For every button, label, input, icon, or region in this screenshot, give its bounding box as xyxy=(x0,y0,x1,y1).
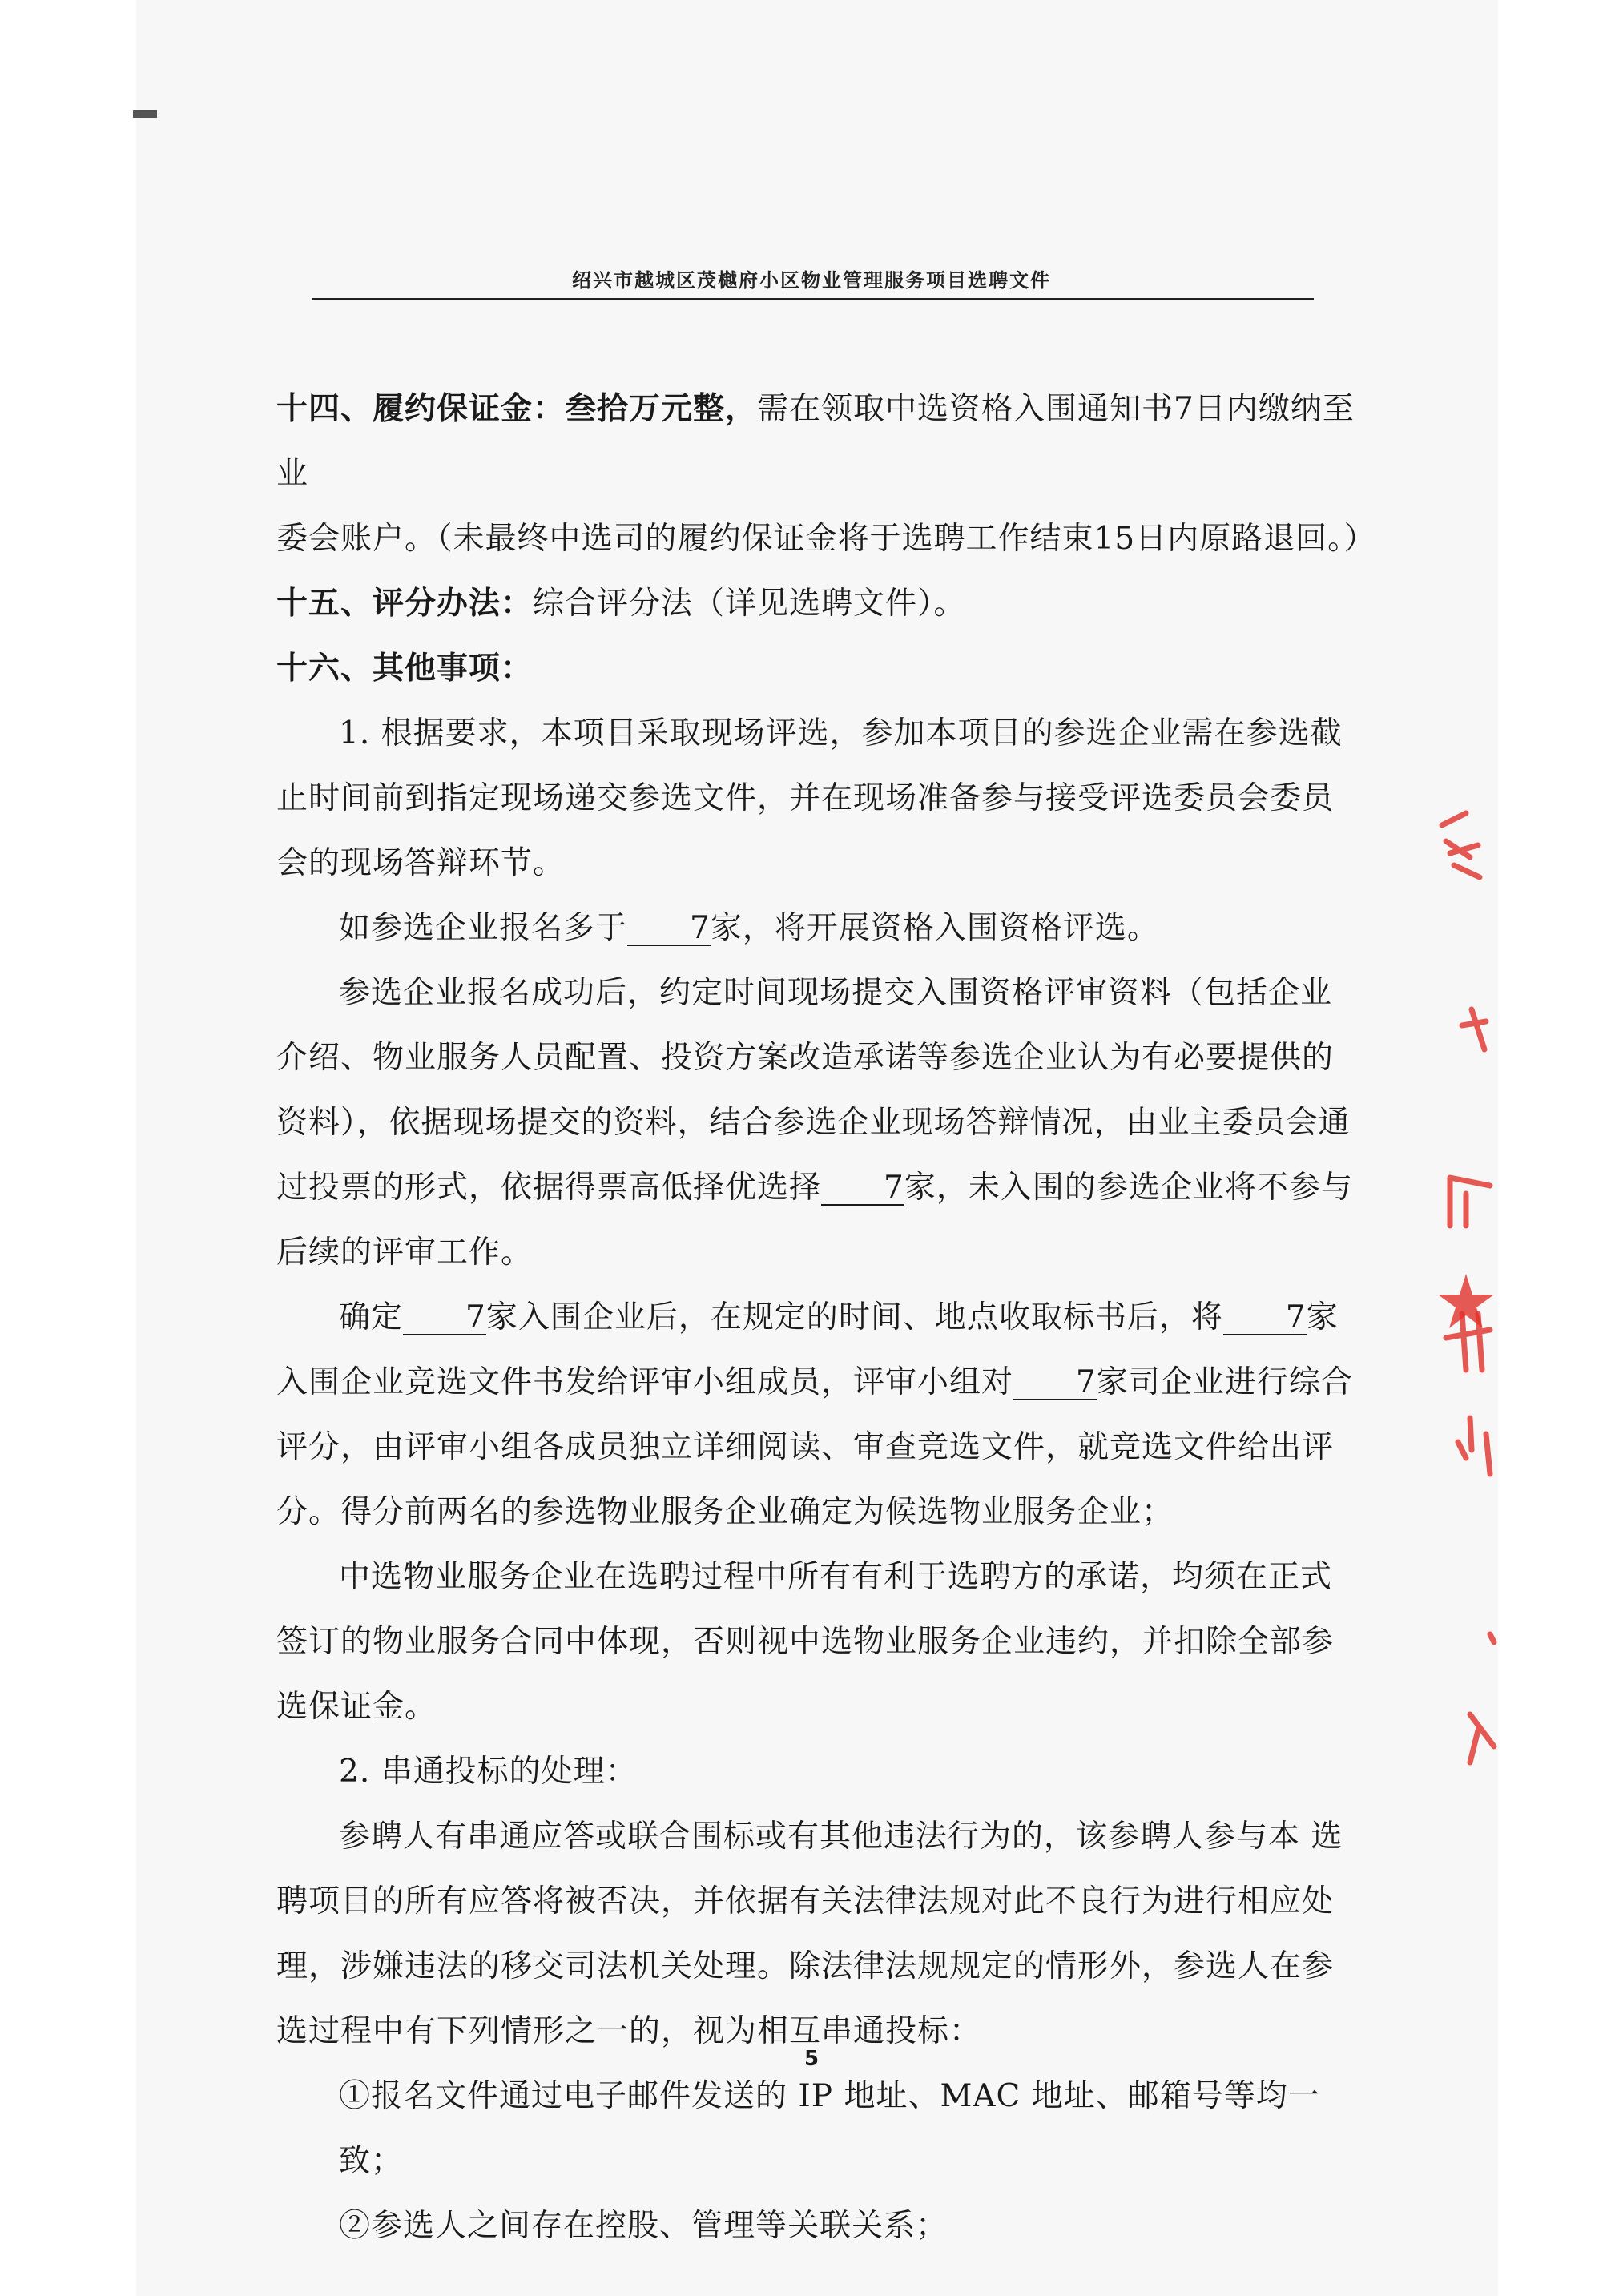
underlined-count: 7 xyxy=(821,1172,904,1206)
item-1-p4-text-a: 确定 xyxy=(339,1299,404,1335)
item-2-clause-2: ②参选人之间存在控股、管理等关联关系； xyxy=(339,2208,948,2244)
page-number: 5 xyxy=(803,2047,820,2071)
section-15 xyxy=(276,571,1362,636)
header-divider xyxy=(312,298,1314,300)
item-1-paragraph-1: 1. 根据要求，本项目采取现场评选，参加本项目的参选企业需在参选截止时间前到指定现场递交参选文件，并在现场准备参与接受评选委员会委员会的现场答辩环节。 xyxy=(276,715,1343,881)
underlined-count: 7 xyxy=(403,1302,486,1335)
section-14-text-1: 需在领取中选资格入围通知书7日内缴纳至业 xyxy=(276,391,1355,492)
section-14-amount: 叁拾万元整， xyxy=(565,390,758,427)
underlined-count: 7 xyxy=(1223,1302,1307,1335)
item-1-p3-text-a: 参选企业报名成功后，约定时间现场提交入围资格评审资料（包括企业介绍、物业服务人员配置、投资方案改造承诺等参选企业认为有必要提供的资料），依据现场提交的资料，结合参选企业现场答辩情况，由业主委员会通过投票的形式，依据得票高低择优选择 xyxy=(276,975,1351,1206)
section-14-continued: 委会账户。（未最终中选司的履约保证金将于选聘工作结束15日内原路退回。） xyxy=(276,521,1376,557)
item-1-p4-text-b: 家入围企业后，在规定的时间、地点收取标书后，将 xyxy=(485,1299,1223,1335)
item-1-paragraph-2 xyxy=(276,896,1362,961)
item-1-p4-text-d: 家司企业进行综合评分，由评审小组各成员独立详细阅读、审查竞选文件，就竞选文件给出评分。得分前两名的参选物业服务企业确定为候选物业服务企业； xyxy=(276,1364,1353,1530)
document-body xyxy=(276,377,1376,2258)
scan-artifact-mark xyxy=(133,110,157,118)
section-14 xyxy=(276,377,1362,506)
underlined-count: 7 xyxy=(1013,1367,1097,1400)
item-2-title: 2. 串通投标的处理： xyxy=(339,1754,638,1790)
item-1-p2-text-a: 如参选企业报名多于 xyxy=(339,910,628,946)
section-16-heading: 十六、其他事项： xyxy=(276,650,534,687)
item-1-p3-text-b: 家，未入围的参选企业将不参与后续的评审工作。 xyxy=(276,1170,1353,1271)
item-2-clause-1: ①报名文件通过电子邮件发送的 IP 地址、MAC 地址、邮箱号等均一致； xyxy=(339,2078,1320,2179)
section-14-label: 十四、履约保证金： xyxy=(276,390,566,427)
item-1-paragraph-3 xyxy=(276,961,1362,1285)
red-seal-stamp-edge xyxy=(1422,809,1510,1803)
section-15-label: 十五、评分办法： xyxy=(276,585,534,622)
item-2-paragraph-1: 参聘人有串通应答或联合围标或有其他违法行为的，该参聘人参与本 选聘项目的所有应答将被否决，并依据有关法律法规对此不良行为进行相应处理，涉嫌违法的移交司法机关处理。除法律法规规定的情形外，参选人在参选过程中有下列情形之一的，视为相互串通投标： xyxy=(276,1819,1343,2049)
item-1-paragraph-5: 中选物业服务企业在选聘过程中所有有利于选聘方的承诺，均须在正式签订的物业服务合同中体现，否则视中选物业服务企业违约，并扣除全部参选保证金。 xyxy=(276,1559,1335,1725)
item-1-p4-text-c: 家入围企业竞选文件书发给评审小组成员，评审小组对 xyxy=(276,1299,1339,1400)
item-1-paragraph-4 xyxy=(276,1285,1362,1545)
underlined-count: 7 xyxy=(627,912,711,946)
section-15-text: 综合评分法（详见选聘文件）。 xyxy=(533,586,966,622)
document-header-title: 绍兴市越城区茂樾府小区物业管理服务项目选聘文件 xyxy=(572,269,1051,292)
item-1-p2-text-b: 家，将开展资格入围资格评选。 xyxy=(710,910,1159,946)
